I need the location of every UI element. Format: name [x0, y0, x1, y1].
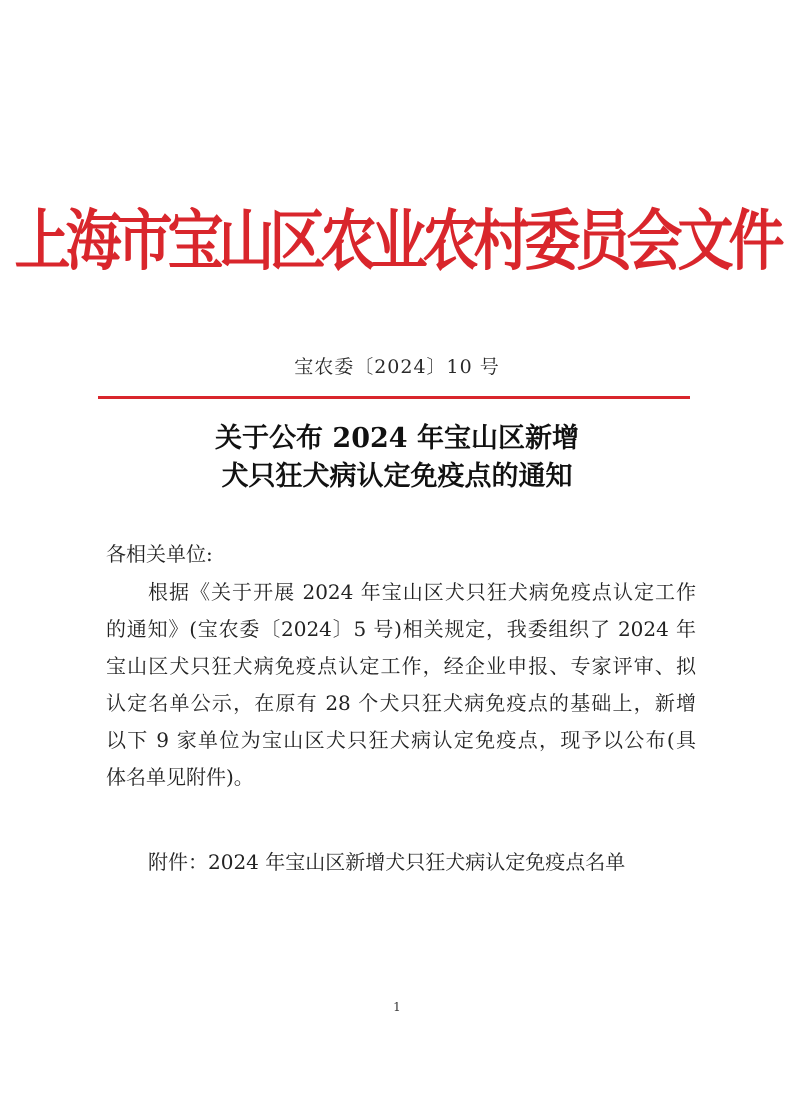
page-number: 1: [393, 1000, 401, 1014]
document-number: 宝农委〔2024〕10 号: [294, 356, 500, 378]
notice-title-line-1: 关于公布 2024 年宝山区新增: [215, 423, 579, 454]
document-header-title: 上海市宝山区农业农村委员会文件: [14, 202, 780, 280]
body-paragraph: [106, 574, 696, 796]
body-line: 认定名单公示，在原有 28 个犬只狂犬病免疫点的基础上，新增: [106, 691, 696, 715]
body-line: 宝山区犬只狂犬病免疫点认定工作，经企业申报、专家评审、拟: [106, 654, 696, 678]
body-line: 体名单见附件)。: [106, 765, 254, 789]
header-red-rule: [98, 396, 690, 399]
notice-title: [0, 420, 794, 496]
body-line: 的通知》(宝农委〔2024〕5 号)相关规定，我委组织了 2024 年: [106, 617, 696, 641]
body-line: 根据《关于开展 2024 年宝山区犬只狂犬病免疫点认定工作: [148, 580, 696, 604]
body-line: 以下 9 家单位为宝山区犬只狂犬病认定免疫点，现予以公布(具: [106, 728, 696, 752]
salutation: 各相关单位:: [106, 542, 213, 566]
notice-title-line-2: 犬只狂犬病认定免疫点的通知: [221, 461, 573, 492]
attachment-line: 附件：2024 年宝山区新增犬只狂犬病认定免疫点名单: [148, 850, 626, 874]
